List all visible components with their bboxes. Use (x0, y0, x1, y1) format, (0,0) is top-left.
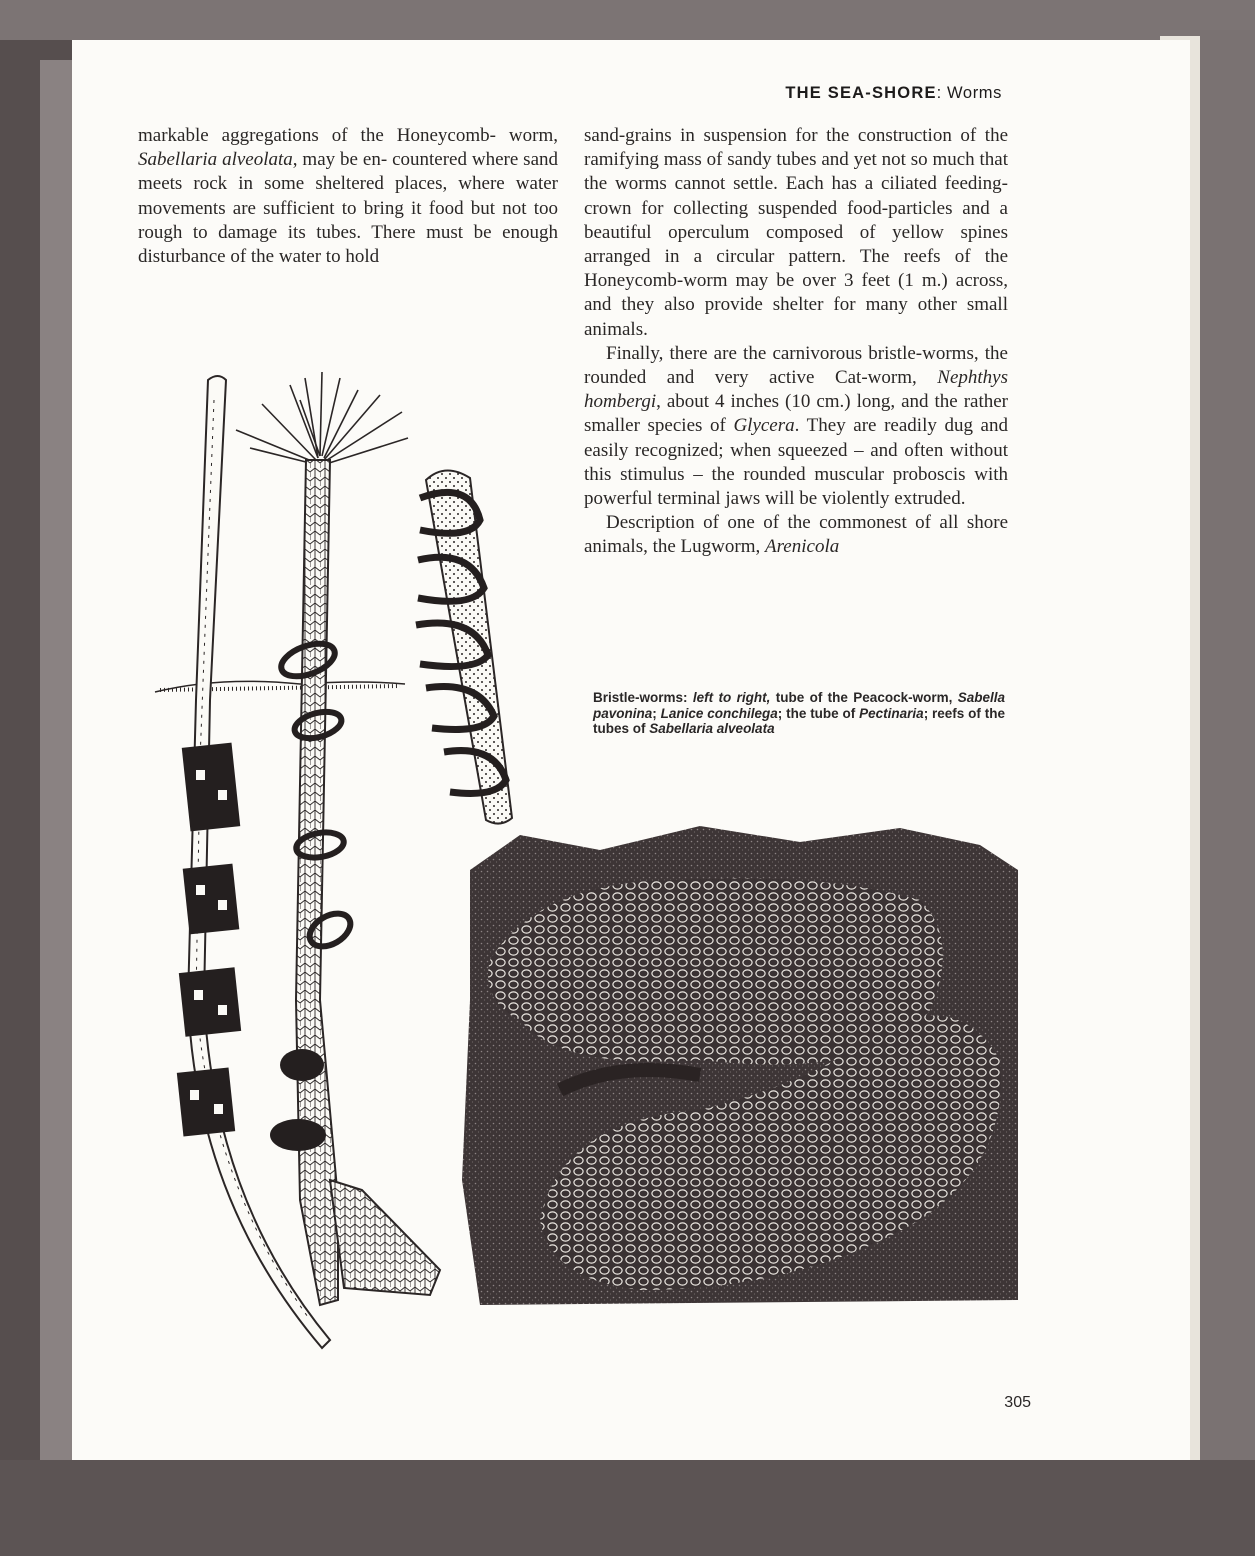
p2-text-e: . They are readily dug and easily recognized; when squeezed – and often without this stimulus – the rounded muscular proboscis with powerful terminal jaws will be violently extruded. (584, 415, 1008, 510)
caption-part: ; (652, 705, 661, 721)
running-header (740, 84, 1002, 103)
left-paragraph-rest: countered where sand meets rock in some sheltered places, where water movements are sufficient to bring it food but not too rough to damage its tubes. There must be enough disturbance of the water to hold (138, 149, 559, 268)
figure-caption (593, 690, 1005, 737)
genus-arenicola: Arenicola (765, 536, 840, 558)
left-line-1: markable aggregations of the Honeycomb- (138, 125, 496, 146)
caption-part: Sabella pavonina (593, 690, 1005, 721)
sediment-surface (155, 681, 405, 692)
pectinaria-tube (416, 470, 512, 823)
caption-part: Lanice conchilega (660, 705, 778, 721)
p2-text-c: , about 4 inches (10 cm.) long, and the rather smaller species of (584, 391, 1008, 437)
caption-part: Sabellaria alveolata (649, 721, 775, 736)
page-number: 305 (1004, 1394, 1031, 1411)
caption-part: ; reefs of the tubes of (593, 705, 1005, 736)
header-separator: : (936, 84, 948, 102)
header-topic: Worms (947, 84, 1002, 102)
caption-part: ; the tube of (777, 705, 860, 721)
left-paragraph (138, 124, 558, 269)
caption-part: left to right, (692, 690, 771, 705)
genus-glycera: Glycera (733, 415, 795, 437)
right-paragraph-1: sand-grains in suspension for the construction of the ramifying mass of sandy tubes and yet not so much that the worms cannot settle. Each has a ciliated feeding-crown for collecting suspended food-particles and a beautiful operculum composed of yellow spines arranged in a circular pattern. The reefs of the Honeycomb-worm may be over 3 feet (1 m.) across, and they also provide shelter for many other small animals. (584, 125, 1008, 340)
caption-part: tube of the Peacock-worm, (770, 690, 958, 705)
species-nephthys-hombergi: Nephthys hombergi (584, 367, 1008, 413)
left-line-2c: , may be en- (292, 149, 388, 171)
caption-part: Bristle-worms: (593, 690, 693, 705)
right-text-column (584, 124, 1008, 560)
p3-text-a: Description of one of the commonest of all shore animals, the Lugworm, (584, 512, 1008, 558)
right-paragraph-3 (584, 511, 1008, 559)
p2-text-a: Finally, there are the carnivorous bristle-worms, the rounded and very active Cat-worm, (584, 342, 1008, 389)
caption-part: Pectinaria (859, 705, 924, 721)
left-text-column (138, 124, 558, 269)
sabellaria-reef-photo (455, 825, 1025, 1315)
right-paragraph-2 (584, 342, 1008, 511)
left-line-2a: worm, (508, 125, 558, 146)
lanice-conchilega-tube (236, 372, 440, 1305)
header-section: THE SEA-SHORE (785, 84, 937, 102)
species-sabellaria-alveolata: Sabellaria alveolata (138, 149, 293, 171)
